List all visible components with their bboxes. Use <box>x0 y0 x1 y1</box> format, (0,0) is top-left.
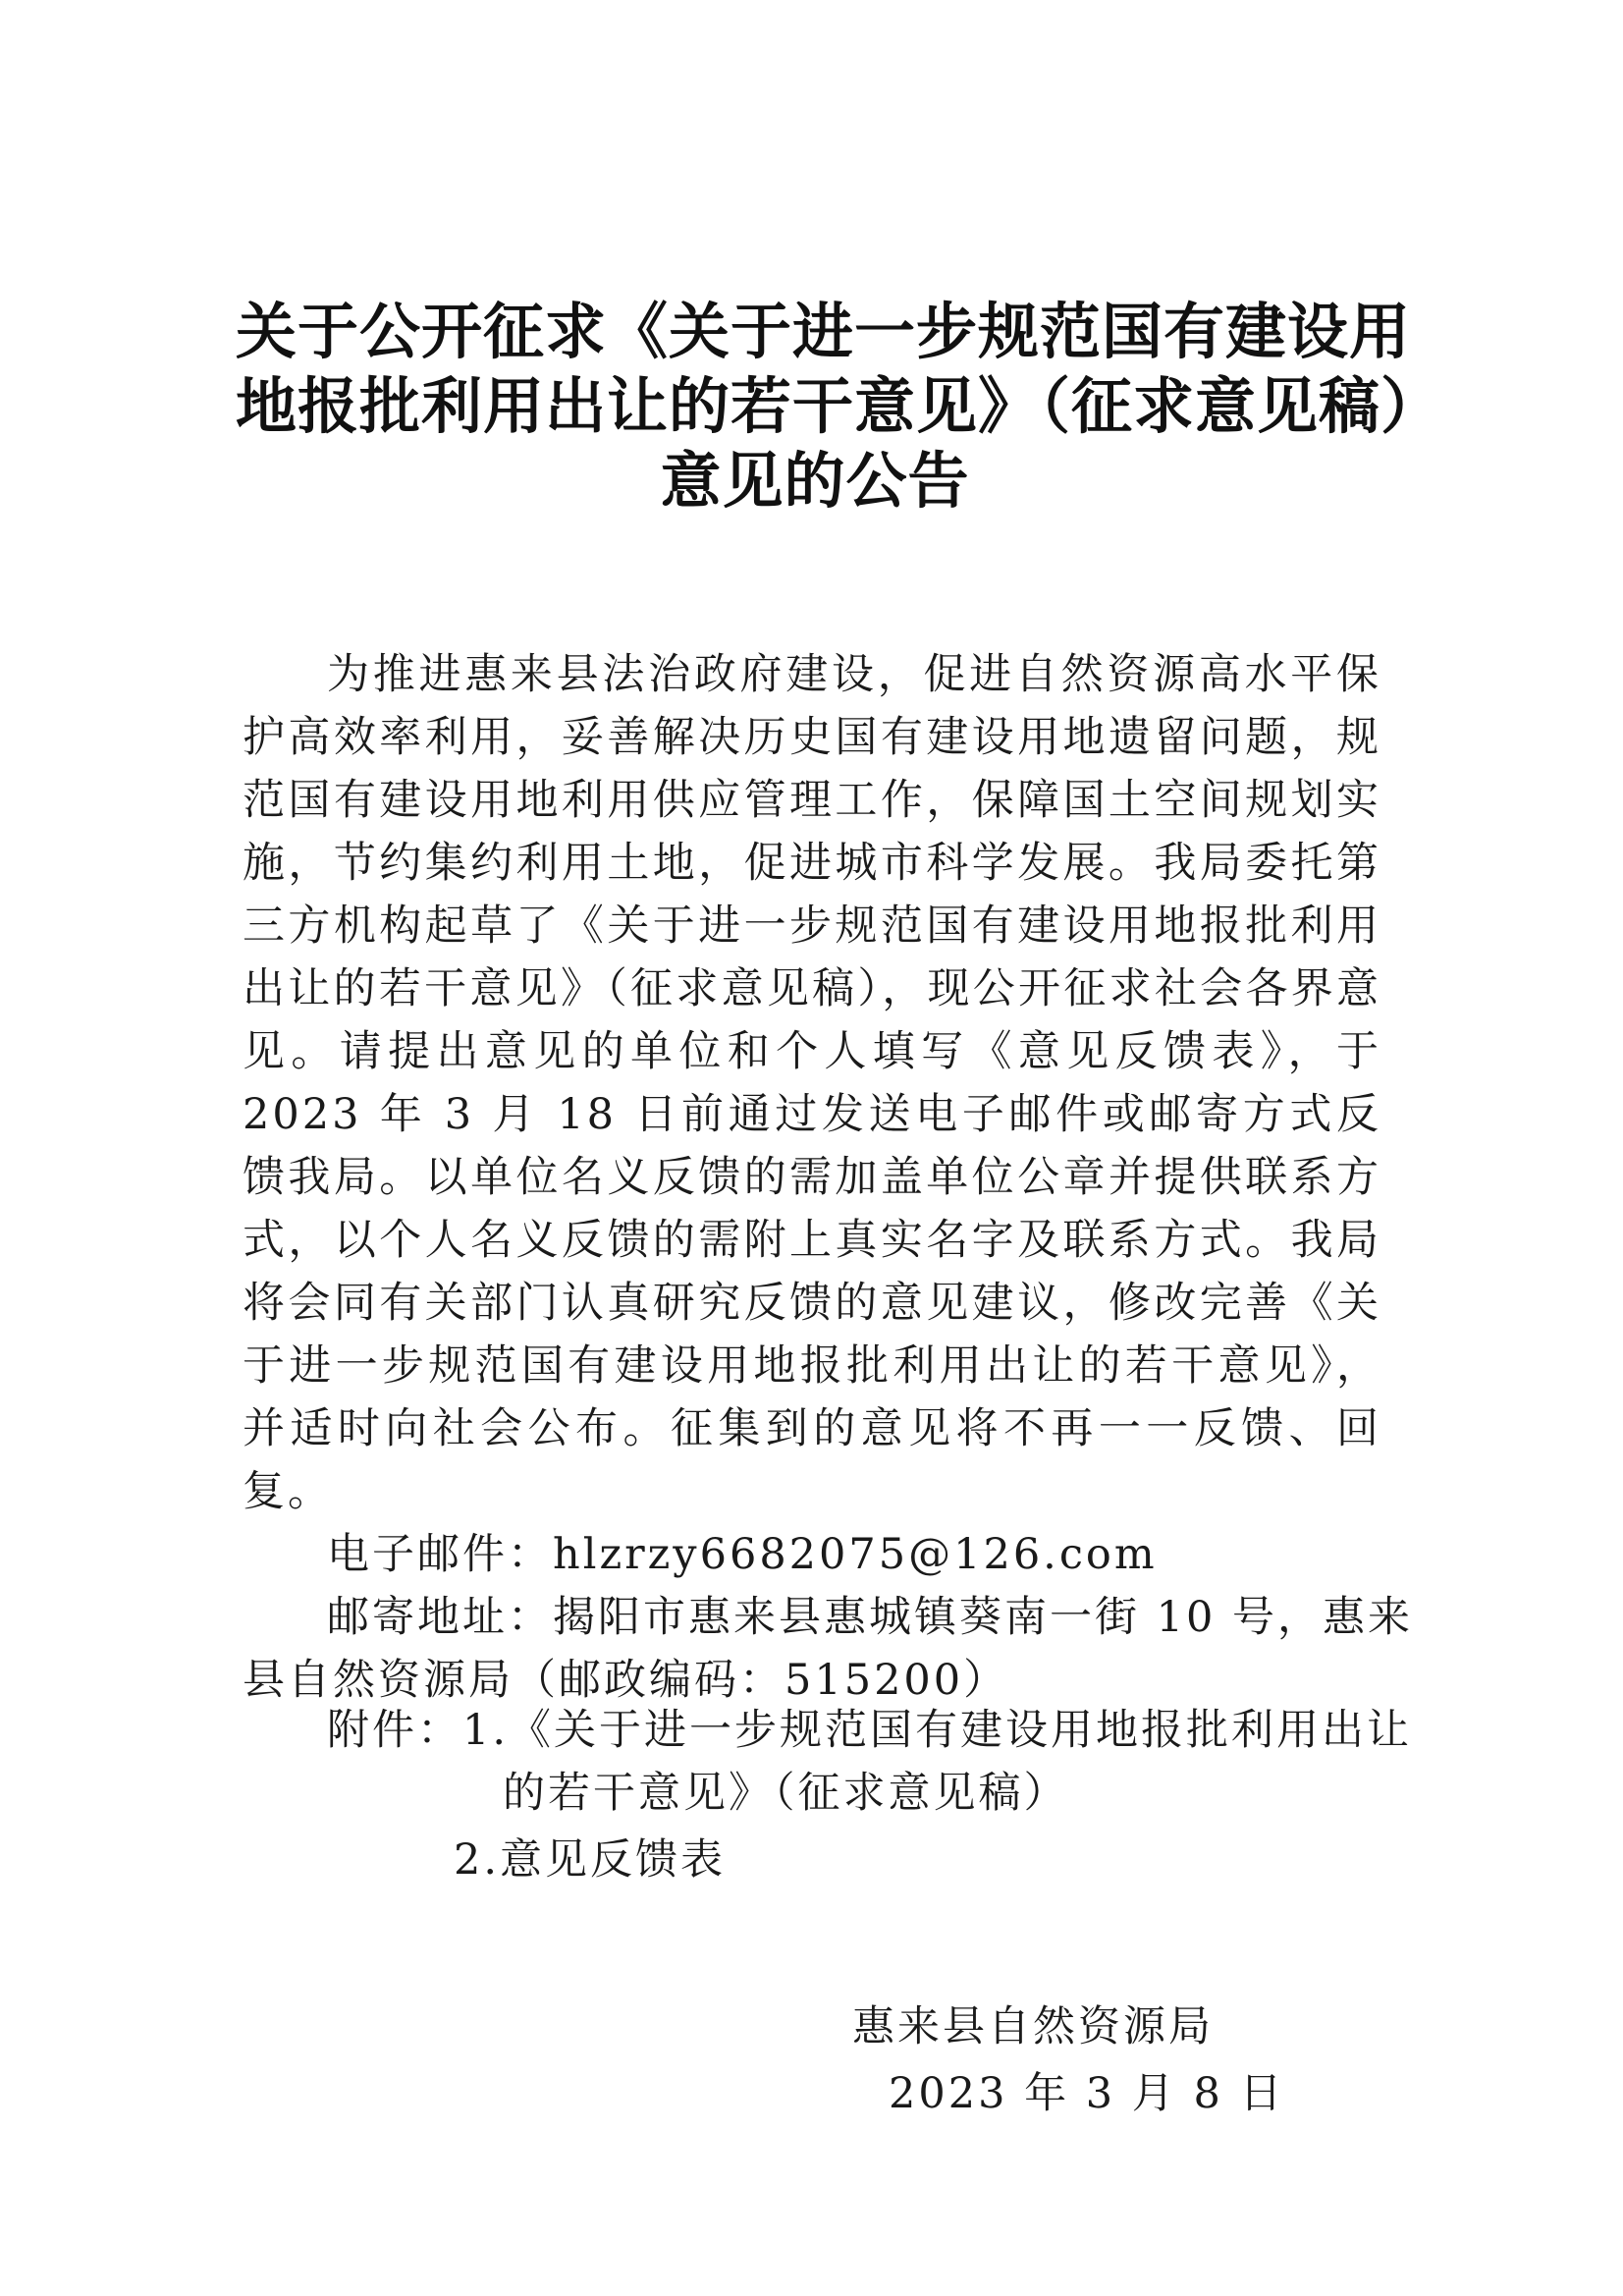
signature-org: 惠来县自然资源局 <box>852 2002 1214 2051</box>
attachment-label: 附件： <box>327 1706 462 1755</box>
page-title <box>236 295 1443 519</box>
address-value-1: 揭阳市惠来县惠城镇葵南一街 10 号，惠来 <box>553 1593 1414 1642</box>
title-line-2: 地报批利用出让的若干意见》（征求意见稿） <box>236 370 1443 442</box>
email-value: hlzrzy6682075@126.com <box>553 1530 1158 1579</box>
email-label: 电子邮件： <box>327 1530 553 1579</box>
attachment-item-1: 1.《关于进一步规范国有建设用地报批利用出让 <box>462 1706 1413 1755</box>
attachment-line-1 <box>327 1699 1412 1762</box>
attachment-line-2: 的若干意见》（征求意见稿） <box>503 1769 1069 1818</box>
title-line-1: 关于公开征求《关于进一步规范国有建设用 <box>236 296 1412 367</box>
address-line-2: 县自然资源局（邮政编码：515200） <box>243 1656 1009 1705</box>
announcement-body <box>243 643 1414 1712</box>
email-line <box>243 1523 1381 1586</box>
address-line-1 <box>243 1586 1414 1649</box>
address-label: 邮寄地址： <box>327 1593 553 1642</box>
main-paragraph: 为推进惠来县法治政府建设，促进自然资源高水平保护高效率利用，妥善解决历史国有建设用地遗留问题，规范国有建设用地利用供应管理工作，保障国土空间规划实施，节约集约利用土地，促进城市科学发展。我局委托第三方机构起草了《关于进一步规范国有建设用地报批利用出让的若干意见》（征求意见稿），现公开征求社会各界意见。请提出意见的单位和个人填写《意见反馈表》，于 2023 年 3 月 18 日前通过发送电子邮件或邮寄方式反馈我局。以单位名义反馈的需加盖单位公章并提供联系方式，以个人名义反馈的需附上真实名字及联系方式。我局将会同有关部门认真研究反馈的意见建议，修改完善《关于进一步规范国有建设用地报批利用出让的若干意见》，并适时向社会公布。征集到的意见将不再一一反馈、回复。 <box>243 650 1381 1516</box>
title-line-3: 意见的公告 <box>660 445 970 517</box>
attachment-item-2: 2.意见反馈表 <box>454 1835 727 1885</box>
signature-date: 2023 年 3 月 8 日 <box>889 2069 1285 2118</box>
